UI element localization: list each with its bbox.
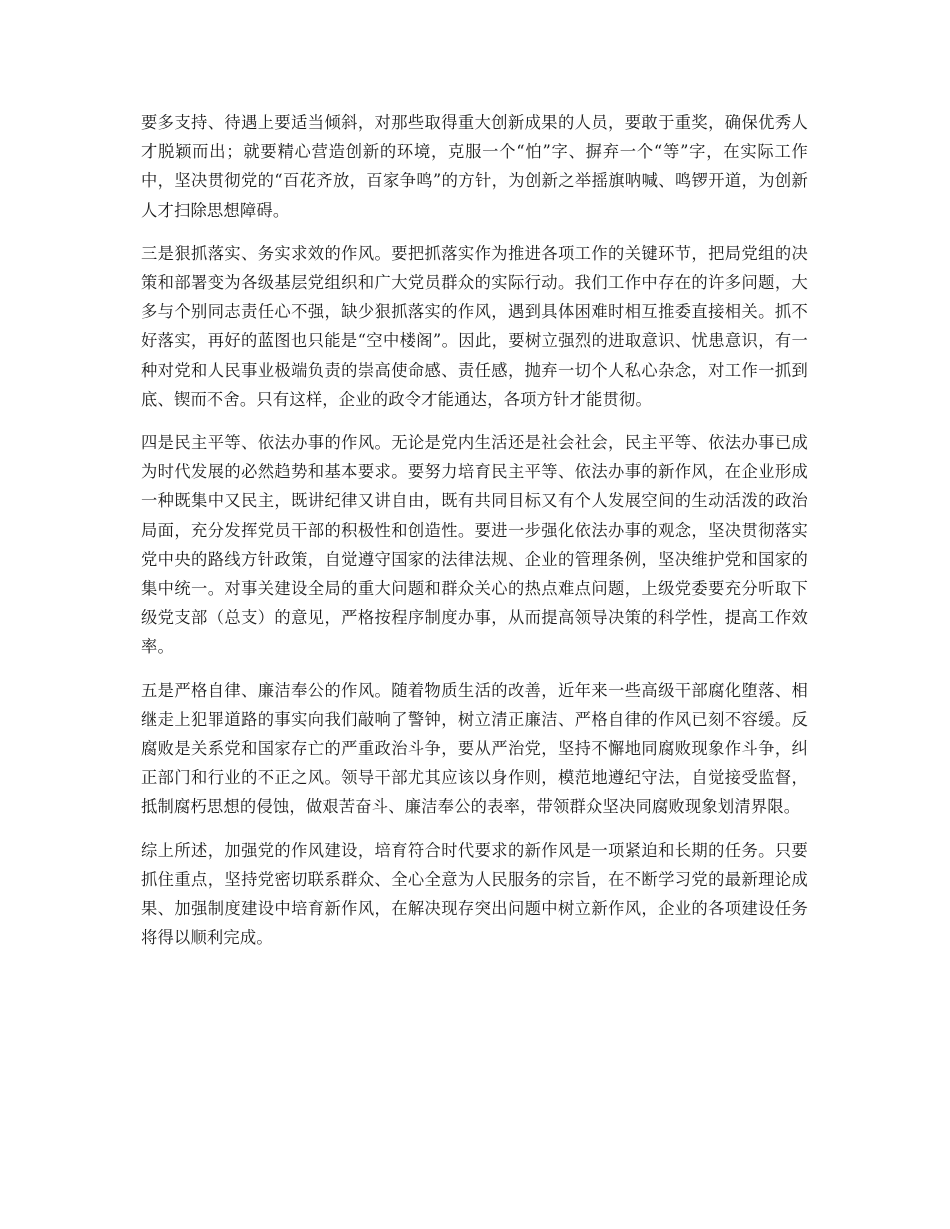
document-body xyxy=(141,108,808,966)
paragraph-conclusion: 综上所述，加强党的作风建设，培育符合时代要求的新作风是一项紧迫和长期的任务。只要抓住重点，坚持党密切联系群众、全心全意为人民服务的宗旨，在不断学习党的最新理论成果、加强制度建设中培育新作风，在解决现存突出问题中树立新作风，企业的各项建设任务将得以顺利完成。 xyxy=(141,840,808,948)
paragraph-self-discipline-style: 五是严格自律、廉洁奉公的作风。随着物质生活的改善，近年来一些高级干部腐化堕落、相继走上犯罪道路的事实向我们敲响了警钟，树立清正廉洁、严格自律的作风已刻不容缓。反腐败是关系党和国家存亡的严重政治斗争，要从严治党，坚持不懈地同腐败现象作斗争，纠正部门和行业的不正之风。领导干部尤其应该以身作则，模范地遵纪守法，自觉接受监督，抵制腐朽思想的侵蚀，做艰苦奋斗、廉洁奉公的表率，带领群众坚决同腐败现象划清界限。 xyxy=(141,680,808,817)
paragraph-democracy-law-style: 四是民主平等、依法办事的作风。无论是党内生活还是社会社会，民主平等、依法办事已成为时代发展的必然趋势和基本要求。要努力培育民主平等、依法办事的新作风，在企业形成一种既集中又民主，既讲纪律又讲自由，既有共同目标又有个人发展空间的生动活泼的政治局面，充分发挥党员干部的积极性和创造性。要进一步强化依法办事的观念，坚决贯彻落实党中央的路线方针政策，自觉遵守国家的法律法规、企业的管理条例，坚决维护党和国家的集中统一。对事关建设全局的重大问题和群众关心的热点难点问题，上级党委要充分听取下级党支部（总支）的意见，严格按程序制度办事，从而提高领导决策的科学性，提高工作效率。 xyxy=(141,433,808,657)
paragraph-innovation-support: 要多支持、待遇上要适当倾斜，对那些取得重大创新成果的人员，要敢于重奖，确保优秀人才脱颖而出；就要精心营造创新的环境，克服一个“怕”字、摒弃一个“等”字，在实际工作中，坚决贯彻党的“百花齐放，百家争鸣”的方针，为创新之举摇旗呐喊、鸣锣开道，为创新人才扫除思想障碍。 xyxy=(141,113,808,220)
paragraph-implementation-style: 三是狠抓落实、务实求效的作风。要把抓落实作为推进各项工作的关键环节，把局党组的决策和部署变为各级基层党组织和广大党员群众的实际行动。我们工作中存在的许多问题，大多与个别同志责任心不强，缺少狠抓落实的作风，遇到具体困难时相互推委直接相关。抓不好落实，再好的蓝图也只能是“空中楼阁”。因此，要树立强烈的进取意识、忧患意识，有一种对党和人民事业极端负责的崇高使命感、责任感，抛弃一切个人私心杂念，对工作一抓到底、锲而不舍。只有这样，企业的政令才能通达，各项方针才能贯彻。 xyxy=(141,243,808,409)
